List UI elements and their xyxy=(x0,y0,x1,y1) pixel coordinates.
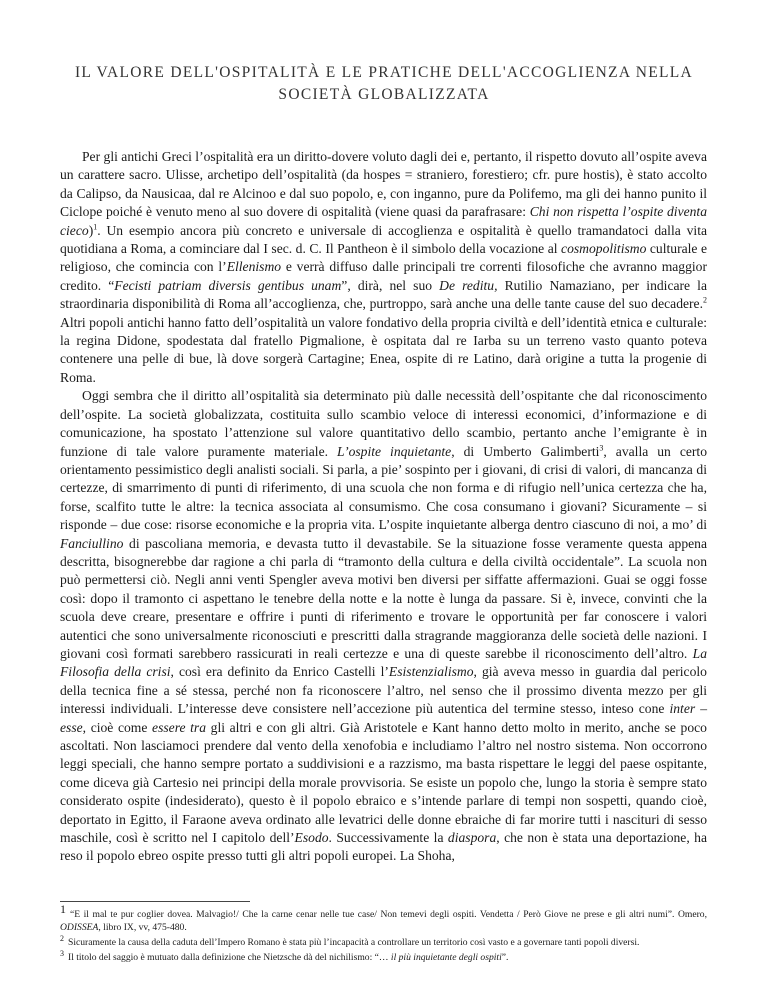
footnote-number: 1 xyxy=(60,901,66,916)
footnote-1: 1 “E il mal te pur coglier dovea. Malvagio!/ Che la carne cenar nelle tue case/ Non temevi degli ospiti. Vendetta / Però Giove ne prese e gli altri numi”. Omero, ODISSEA, libro IX, vv, 475-480. xyxy=(60,901,707,933)
paragraph-2: Oggi sembra che il diritto all’ospitalità sia determinato più dalle necessità dell’ospitante che dal riconoscimento dell’ospite. La società globalizzata, costituita sullo scambio veloce di interessi economici, d’informazione e di comunicazione, ha spostato l’attenzione sul valore quantitativo dello scambio, pertanto anche l’emigrante è in funzione di tale valore puramente materiale. L’ospite inquietante, di Umberto Galimberti$^3$, avalla un certo orientamento pessimistico degli analisti sociali. Si parla, a pie’ sospinto per i giovani, di crisi di valori, di mancanza di certezze, di smarrimento di punti di riferimento, di una scuola che non forma e di rifugio nell’unica certezza che ha, forse, scalfito tutte le altre: la tecnica associata al consumismo. Che cosa consumano i giovani? Sicuramente – si risponde – due cose: risorse economiche e la propria vita. L’ospite inquietante alberga dentro ciascuno di noi, a mo’ di Fanciullino di pascoliana memoria, e devasta tutto il devastabile. Se la situazione fosse veramente questa appena descritta, bisognerebbe dar ragione a chi parla di “tramonto della cultura e della civiltà occidentale”. La scuola non può permettersi ciò. Negli anni venti Spengler aveva motivi ben diversi per siffatte affermazioni. Guai se oggi fosse così: dopo il tramonto ci aspettano le tenebre della notte e la notte è lunga da passare. Si è, invece, convinti che la scuola deve creare, presentare e offrire i punti di riferimento e trovare le opportunità per far conoscere i valori autentici che sono universalmente riconosciuti e prescritti dalla stragrande maggioranza delle società delle nazioni. I giovani così formati sarebbero rassicurati in reali certezze e una di queste sarebbe il riconoscimento dell’altro. La Filosofia della crisi, così era definito da Enrico Castelli l’Esistenzialismo, già aveva messo in guardia dal pericolo della tecnica fine a sé stessa, perché non fa riconoscere l’altro, nel senso che il prossimo diventa mezzo per gli interessi individuali. L’interesse deve consistere nell’accezione più autentica del termine stesso, inteso cone inter – esse, cioè come essere tra gli altri e con gli altri. Già Aristotele e Kant hanno detto molto in merito, anche se poco ascoltati. Non lasciamoci prendere dal vento della xenofobia e includiamo l’altro nel nostro sistema. Non occorrono leggi speciali, che hanno sempre portato a suddivisioni e a razzismo, ma basta rispettare le leggi del paese ospitante, come diceva già Cartesio nei principi della morale provvisoria. Se esiste un popolo che, lungo la storia è sempre stato considerato ospite (indesiderato), questo è il popolo ebraico e s’intende parlare di tempi non sospetti, quando cioè, deportato in Egitto, il Faraone aveva ordinato alle levatrici delle donne ebraiche di far morire tutti i nascituri di sesso maschile, così è scritto nel I capitolo dell’Esodo. Successivamente la diaspora, che non è stata una deportazione, ha reso il popolo ebreo ospite presso tutti gli altri popoli europei. La Shoha, xyxy=(60,388,708,864)
footnote-ref-3[interactable]: 3 xyxy=(599,442,604,452)
footnote-number: 2 xyxy=(60,933,64,943)
footnote-3: $^3$ Il titolo del saggio è mutuato dalla definizione che Nietzsche dà del nichilismo: “… il più inquietante degli ospiti”. xyxy=(60,948,509,963)
footnote-ref-1[interactable]: 1 xyxy=(93,222,98,232)
footnotes xyxy=(60,901,707,966)
document-body xyxy=(60,148,707,866)
document-title: IL VALORE DELL'OSPITALITÀ E LE PRATICHE DELL'ACCOGLIENZA NELLA SOCIETÀ GLOBALIZZATA xyxy=(74,64,694,103)
footnote-separator xyxy=(60,901,250,902)
footnote-ref-2[interactable]: 2 xyxy=(703,295,707,305)
footnote-2: $^2$ Sicuramente la causa della caduta dell’Impero Romano è stata più l’incapacità a controllare un territorio così vasto e a governare tanti popoli diversi. xyxy=(60,933,640,948)
footnote-number: 3 xyxy=(60,948,64,958)
paragraph-1: Per gli antichi Greci l’ospitalità era un diritto-dovere voluto dagli dei e, pertanto, il rispetto dovuto all’ospite aveva un carattere sacro. Ulisse, archetipo dell’ospitalità (da hospes = straniero, forestiero; cfr. pure hostis), è stato accolto da Calipso, da Nausicaa, dal re Alcinoo e dal suo popolo, e, con inganno, pure da Polifemo, ma gli dei hanno punito il Ciclope poiché è venuto meno al suo dovere di ospitalità (viene quasi da parafrasare: Chi non rispetta l’ospite diventa cieco)$^1$. Un esempio ancora più concreto e universale di accoglienza e ospitalità è quello tramandatoci dalla vita quotidiana a Roma, a cominciare dal I sec. d. C. Il Pantheon è il simbolo della vocazione al cosmopolitismo culturale e religioso, che comincia con l’Ellenismo e verrà diffuso dalle principali tre correnti filosofiche che avranno maggior credito. “Fecisti patriam diversis gentibus unam”, dirà, nel suo De reditu, Rutilio Namaziano, per indicare la straordinaria disponibilità di Roma all’accoglienza, che, purtroppo, sarà anche una delle tante cause del suo decadere.$^2$ Altri popoli antichi hanno fatto dell’ospitalità un valore fondativo della propria civiltà e dell’identità etnica e culturale: la regina Didone, spodestata dal fratello Pigmalione, è ospitata dal re Iarba su un terreno vasto quanto poteva contenere una pelle di bue, là dove sorgerà Cartagine; Enea, ospite di re Latino, darà origine a tutta la progenie di Roma. xyxy=(60,149,708,385)
